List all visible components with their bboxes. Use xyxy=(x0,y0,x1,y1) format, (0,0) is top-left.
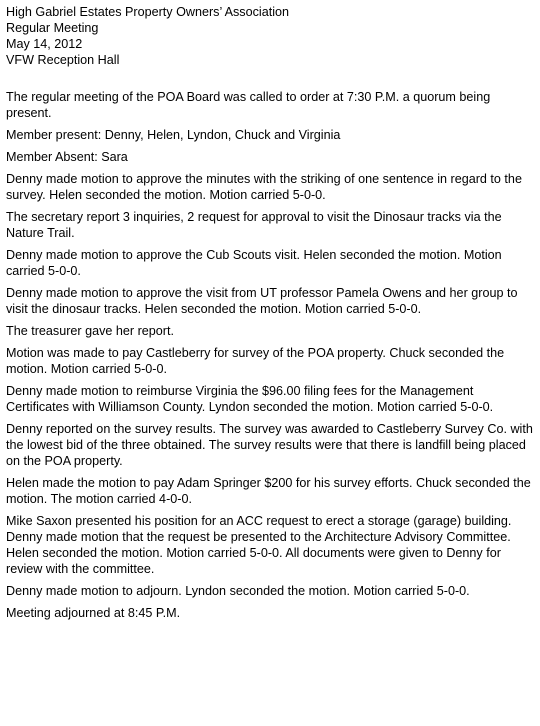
call-to-order: The regular meeting of the POA Board was called to order at 7:30 P.M. a quorum being present. xyxy=(6,90,491,120)
springer-payment-motion: Helen made the motion to pay Adam Springer $200 for his survey efforts. Chuck seconded the motion. The motion carried 4-0-0. xyxy=(6,476,531,506)
secretary-report: The secretary report 3 inquiries, 2 request for approval to visit the Dinosaur tracks via the Nature Trail. xyxy=(6,210,502,240)
association-name: High Gabriel Estates Property Owners’ Association xyxy=(6,5,290,19)
cub-scouts-motion: Denny made motion to approve the Cub Scouts visit. Helen seconded the motion. Motion carried 5-0-0. xyxy=(6,248,502,278)
meeting-type: Regular Meeting xyxy=(6,21,99,35)
castleberry-payment-motion: Motion was made to pay Castleberry for survey of the POA property. Chuck seconded the motion. Motion carried 5-0-0. xyxy=(6,346,505,376)
ut-professor-motion: Denny made motion to approve the visit from UT professor Pamela Owens and her group to visit the dinosaur tracks. Helen seconded the motion. Motion carried 5-0-0. xyxy=(6,286,518,316)
minutes-approval-motion: Denny made motion to approve the minutes with the striking of one sentence in regard to the survey. Helen seconded the motion. Motion carried 5-0-0. xyxy=(6,172,522,202)
treasurer-report: The treasurer gave her report. xyxy=(6,324,174,338)
reimbursement-motion: Denny made motion to reimburse Virginia the $96.00 filing fees for the Management Certificates with Williamson County. Lyndon seconded the motion. Motion carried 5-0-0. xyxy=(6,384,494,414)
document-header xyxy=(6,4,536,68)
members-absent: Member Absent: Sara xyxy=(6,150,128,164)
minutes-document xyxy=(6,4,536,627)
acc-request: Mike Saxon presented his position for an ACC request to erect a storage (garage) building. Denny made motion that the request be presented to the Architecture Advisory Committee. Helen seconded the motion. Motion carried 5-0-0. All documents were given to Denny for review with the committee. xyxy=(6,514,512,576)
adjourn-motion: Denny made motion to adjourn. Lyndon seconded the motion. Motion carried 5-0-0. xyxy=(6,584,470,598)
meeting-date: May 14, 2012 xyxy=(6,37,83,51)
members-present: Member present: Denny, Helen, Lyndon, Chuck and Virginia xyxy=(6,128,341,142)
meeting-location: VFW Reception Hall xyxy=(6,53,120,67)
survey-results: Denny reported on the survey results. The survey was awarded to Castleberry Survey Co. with the lowest bid of the three obtained. The survey results were that there is landfill being placed on the POA property. xyxy=(6,422,533,468)
meeting-adjourned: Meeting adjourned at 8:45 P.M. xyxy=(6,606,181,620)
minutes-body xyxy=(6,89,536,621)
